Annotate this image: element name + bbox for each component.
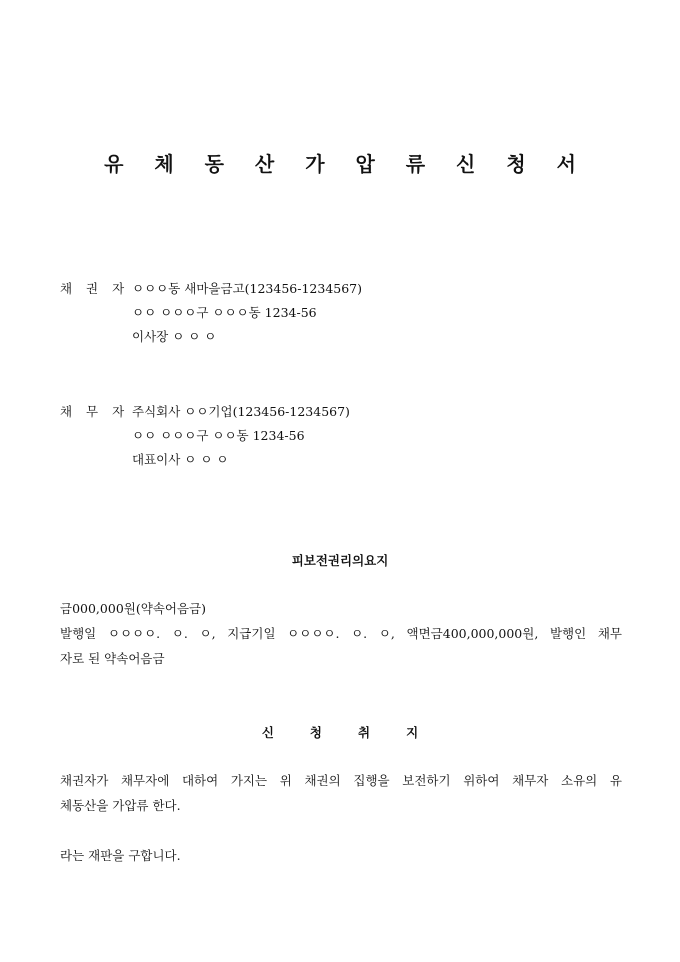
debtor-label: 채 무 자 <box>60 404 130 419</box>
creditor-label: 채 권 자 <box>60 281 130 296</box>
closing-block <box>60 843 622 868</box>
creditor-representative: 이사장 ㅇ ㅇ ㅇ <box>132 329 217 344</box>
creditor-block <box>60 277 362 349</box>
claim-body <box>60 596 622 671</box>
claim-amount: 금000,000원(약속어음금) <box>60 601 206 616</box>
claim-heading: 피보전권리의요지 <box>291 553 389 568</box>
purpose-body <box>60 768 622 818</box>
debtor-representative: 대표이사 ㅇ ㅇ ㅇ <box>132 452 229 467</box>
debtor-address: ㅇㅇ ㅇㅇㅇ구 ㅇㅇ동 1234-56 <box>132 428 305 443</box>
purpose-line: 채권자가 채무자에 대하여 가지는 위 채권의 집행을 보전하기 위하여 채무자 소유의 유 <box>60 773 622 788</box>
purpose-heading: 신청취지 <box>261 725 455 740</box>
creditor-address: ㅇㅇ ㅇㅇㅇ구 ㅇㅇㅇ동 1234-56 <box>132 305 317 320</box>
closing-text: 라는 재판을 구합니다. <box>60 848 181 863</box>
claim-detail-line: 발행일 ㅇㅇㅇㅇ. ㅇ. ㅇ, 지급기일 ㅇㅇㅇㅇ. ㅇ. ㅇ, 액면금400,000,000원, 발행인 채무 <box>60 626 622 641</box>
debtor-name: 주식회사 ㅇㅇ기업(123456-1234567) <box>132 404 350 419</box>
claim-detail-continued: 자로 된 약속어음금 <box>60 651 165 666</box>
debtor-block <box>60 400 350 472</box>
purpose-line-continued: 체동산을 가압류 한다. <box>60 798 181 813</box>
document-title: 유 체 동 산 가 압 류 신 청 서 <box>104 152 588 176</box>
creditor-name: ㅇㅇㅇ동 새마을금고(123456-1234567) <box>132 281 363 296</box>
